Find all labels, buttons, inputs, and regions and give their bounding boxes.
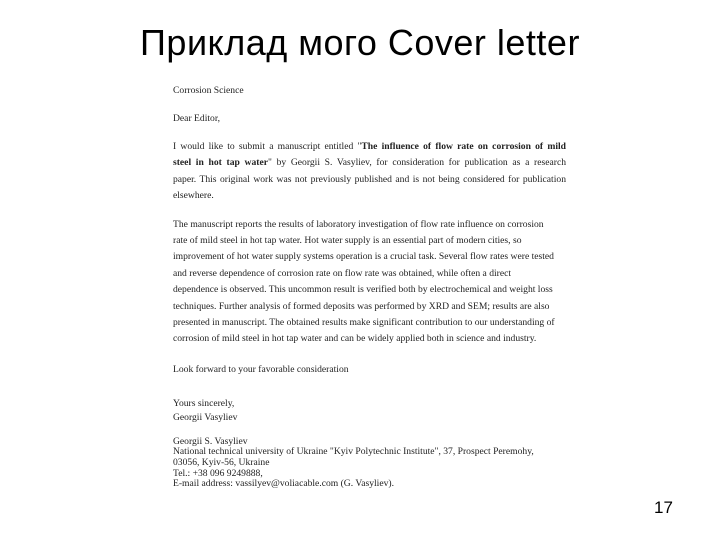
- address-name: Georgii S. Vasyliev: [173, 435, 248, 447]
- p2-line: techniques. Further analysis of formed deposits was performed by XRD and SEM; results are also: [173, 300, 550, 312]
- signature-block: [173, 397, 566, 425]
- closing-line: Look forward to your favorable consideration: [173, 363, 349, 375]
- sign-off: Yours sincerely,: [173, 397, 235, 409]
- p2-line: improvement of hot water supply systems operation is a crucial task. Several flow rates were tested: [173, 251, 554, 263]
- manuscript-title-part2: steel in hot tap water: [173, 157, 268, 169]
- manuscript-title-part1: The influence of flow rate on corrosion of mild: [361, 141, 566, 152]
- address-phone: Tel.: +38 096 9249888,: [173, 467, 263, 479]
- p2-line: The manuscript reports the results of laboratory investigation of flow rate influence on corrosion: [173, 218, 544, 230]
- p2-line: and reverse dependence of corrosion rate on flow rate was obtained, while often a direct: [173, 267, 512, 279]
- address-email: E-mail address: vassilyev@voliacable.com (G. Vasyliev).: [173, 478, 394, 490]
- paragraph-submission: [173, 139, 566, 205]
- p2-line: rate of mild steel in hot tap water. Hot water supply is an essential part of modern cities, so: [173, 235, 522, 247]
- page-number: 17: [654, 498, 673, 517]
- cover-letter-image: [173, 83, 566, 490]
- p1-line1-text: I would like to submit a manuscript entitled ": [173, 141, 362, 152]
- letter-greeting: Dear Editor,: [173, 113, 221, 124]
- p2-line: corrosion of mild steel in hot tap water and can be widely applied both in science and industry.: [173, 333, 537, 345]
- p1-line2-text: " by Georgii S. Vasyliev, for consideration for publication as a research: [267, 157, 566, 169]
- signer-name: Georgii Vasyliev: [173, 411, 238, 423]
- address-affiliation: National technical university of Ukraine "Kyiv Polytechnic Institute", 37, Prospect Peremohy,: [173, 446, 534, 458]
- p1-line3: paper. This original work was not previously published and is not being considered for publication: [173, 173, 566, 185]
- journal-name: Corrosion Science: [173, 85, 244, 96]
- p1-line4: elsewhere.: [173, 190, 214, 202]
- slide-title: Приклад мого Cover letter: [140, 22, 580, 63]
- address-city: 03056, Kyiv-56, Ukraine: [173, 457, 270, 469]
- paragraph-summary: [173, 217, 566, 348]
- p2-line: dependence is observed. This uncommon result is verified both by electrochemical and weight loss: [173, 284, 553, 296]
- contact-address: [173, 437, 566, 490]
- p2-line: presented in manuscript. The obtained results make significant contribution to our understanding of: [173, 317, 555, 329]
